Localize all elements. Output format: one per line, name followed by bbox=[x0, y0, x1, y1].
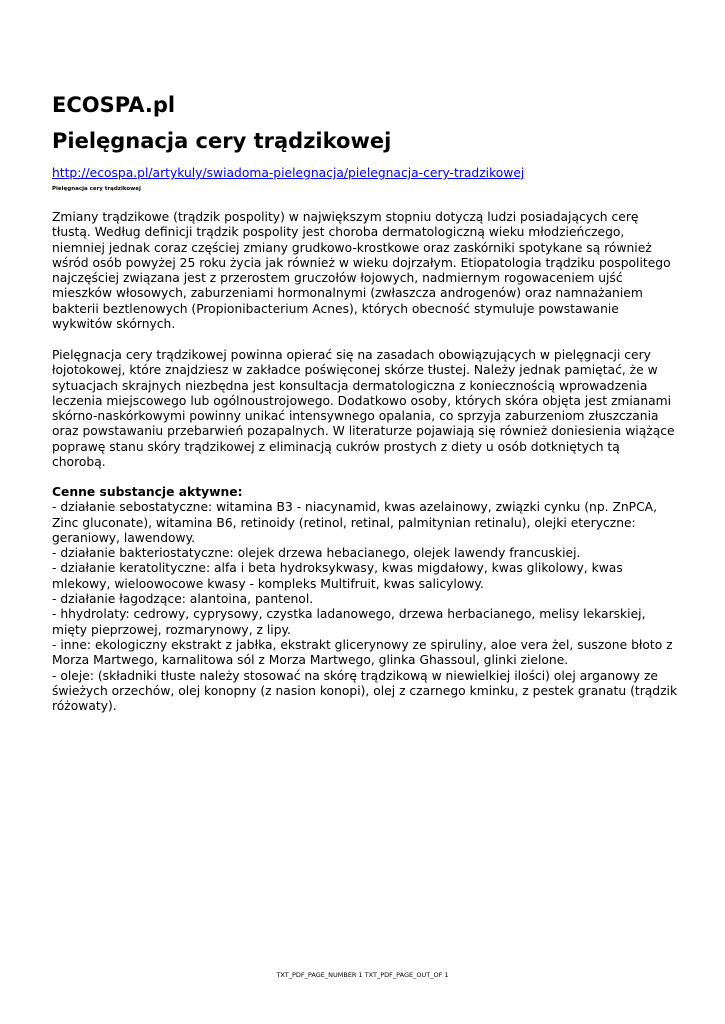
small-caption: Pielęgnacja cery trądzikowej bbox=[52, 186, 141, 192]
active-substances-section bbox=[52, 485, 677, 714]
paragraph-line: skórno-naskórkowymi powinny unikać intensywnego opalania, co sprzyja zaburzeniom złuszczania bbox=[52, 409, 659, 424]
substance-line: mięty pieprzowej, rozmarynowy, z lipy. bbox=[52, 622, 291, 637]
paragraph-line: najczęściej związana jest z przerostem gruczołów łojowych, nadmiernym rogowaceniem ujść bbox=[52, 271, 623, 286]
source-link[interactable]: http://ecospa.pl/artykuly/swiadoma-pielegnacja/pielegnacja-cery-tradzikowej bbox=[52, 166, 525, 180]
substance-line: mlekowy, wieloowocowe kwasy - kompleks Multifruit, kwas salicylowy. bbox=[52, 576, 484, 591]
paragraph-line: chorobą. bbox=[52, 455, 106, 470]
substance-line: - działanie bakteriostatyczne: olejek drzewa hebacianego, olejek lawendy francuskiej. bbox=[52, 546, 581, 561]
substance-line: geraniowy, lawendowy. bbox=[52, 530, 196, 545]
paragraph-line: wykwitów skórnych. bbox=[52, 317, 176, 332]
care-paragraph bbox=[52, 348, 675, 470]
paragraph-line: wśród osób powyżej 25 roku życia jak również w wieku dojrzałym. Etiopatologia trądziku pospolitego bbox=[52, 255, 671, 270]
substance-line: - hhydrolaty: cedrowy, cyprysowy, czystka ladanowego, drzewa herbacianego, melisy lekarskiej, bbox=[52, 607, 646, 622]
page-footer: TXT_PDF_PAGE_NUMBER 1 TXT_PDF_PAGE_OUT_OF 1 bbox=[276, 971, 449, 979]
substance-line: - działanie łagodzące: alantoina, pantenol. bbox=[52, 592, 314, 607]
site-title: ECOSPA.pl bbox=[52, 93, 176, 117]
paragraph-line: poprawę stanu skóry trądzikowej z eliminacją cukrów prostych z diety u osób dotkniętych tą bbox=[52, 439, 620, 454]
paragraph-line: Zmiany trądzikowe (trądzik pospolity) w największym stopniu dotyczą ludzi posiadających cerę bbox=[52, 210, 639, 224]
substance-line: Zinc gluconate), witamina B6, retinoidy (retinol, retinal, palmitynian retinalu), olejki eteryczne: bbox=[52, 515, 636, 530]
paragraph-line: mieszków włosowych, zaburzeniami hormonalnymi (zwłaszcza androgenów) oraz namnażaniem bbox=[52, 286, 643, 301]
paragraph-line: oraz powstawaniu przebarwień pozapalnych. W literaturze pojawiają się również doniesienia wiążące bbox=[52, 424, 675, 439]
paragraph-line: sytuacjach skrajnych niezbędna jest konsultacja dermatologiczna z koniecznością wprowadzenia bbox=[52, 378, 648, 393]
paragraph-line: łojotokowej, które znajdziesz w zakładce poświęconej skórze tłustej. Należy jednak pamiętać, że w bbox=[52, 363, 658, 378]
substance-line: świeżych orzechów, olej konopny (z nasion konopi), olej z czarnego kminku, z pestek granatu (trądzik bbox=[52, 683, 678, 698]
substance-line: - oleje: (składniki tłuste należy stosować na skórę trądzikową w niewielkiej ilości) olej arganowy ze bbox=[52, 668, 658, 683]
substance-line: - działanie keratolityczne: alfa i beta hydroksykwasy, kwas migdałowy, kwas glikolowy, kwas bbox=[52, 561, 623, 576]
paragraph-line: niemniej jednak coraz częściej zmiany grudkowo-krostkowe oraz zaskórniki spotykane są również bbox=[52, 240, 652, 255]
paragraph-line: leczenia miejscowego lub ogólnoustrojowego. Dodatkowo osoby, których skóra objęta jest zmianami bbox=[52, 393, 672, 408]
paragraph-line: tłustą. Według definicji trądzik pospolity jest choroba dermatologiczną wieku młodzieńczego, bbox=[52, 225, 625, 240]
substance-line: Morza Martwego, karnalitowa sól z Morza Martwego, glinka Ghassoul, glinki zielone. bbox=[52, 653, 569, 668]
paragraph-line: bakterii beztlenowych (Propionibacterium Acnes), których obecność stymuluje powstawanie bbox=[52, 301, 619, 316]
page-title: Pielęgnacja cery trądzikowej bbox=[52, 129, 392, 153]
intro-paragraph bbox=[52, 210, 671, 332]
substance-line: - inne: ekologiczny ekstrakt z jabłka, ekstrakt glicerynowy ze spiruliny, aloe vera żel, suszone błoto z bbox=[52, 637, 673, 652]
substance-line: - działanie sebostatyczne: witamina B3 - niacynamid, kwas azelainowy, związki cynku (np. ZnPCA, bbox=[52, 500, 657, 515]
substance-line: różowaty). bbox=[52, 699, 117, 714]
paragraph-line: Pielęgnacja cery trądzikowej powinna opierać się na zasadach obowiązujących w pielęgnacji cery bbox=[52, 348, 651, 362]
section-heading: Cenne substancje aktywne: bbox=[52, 485, 243, 499]
